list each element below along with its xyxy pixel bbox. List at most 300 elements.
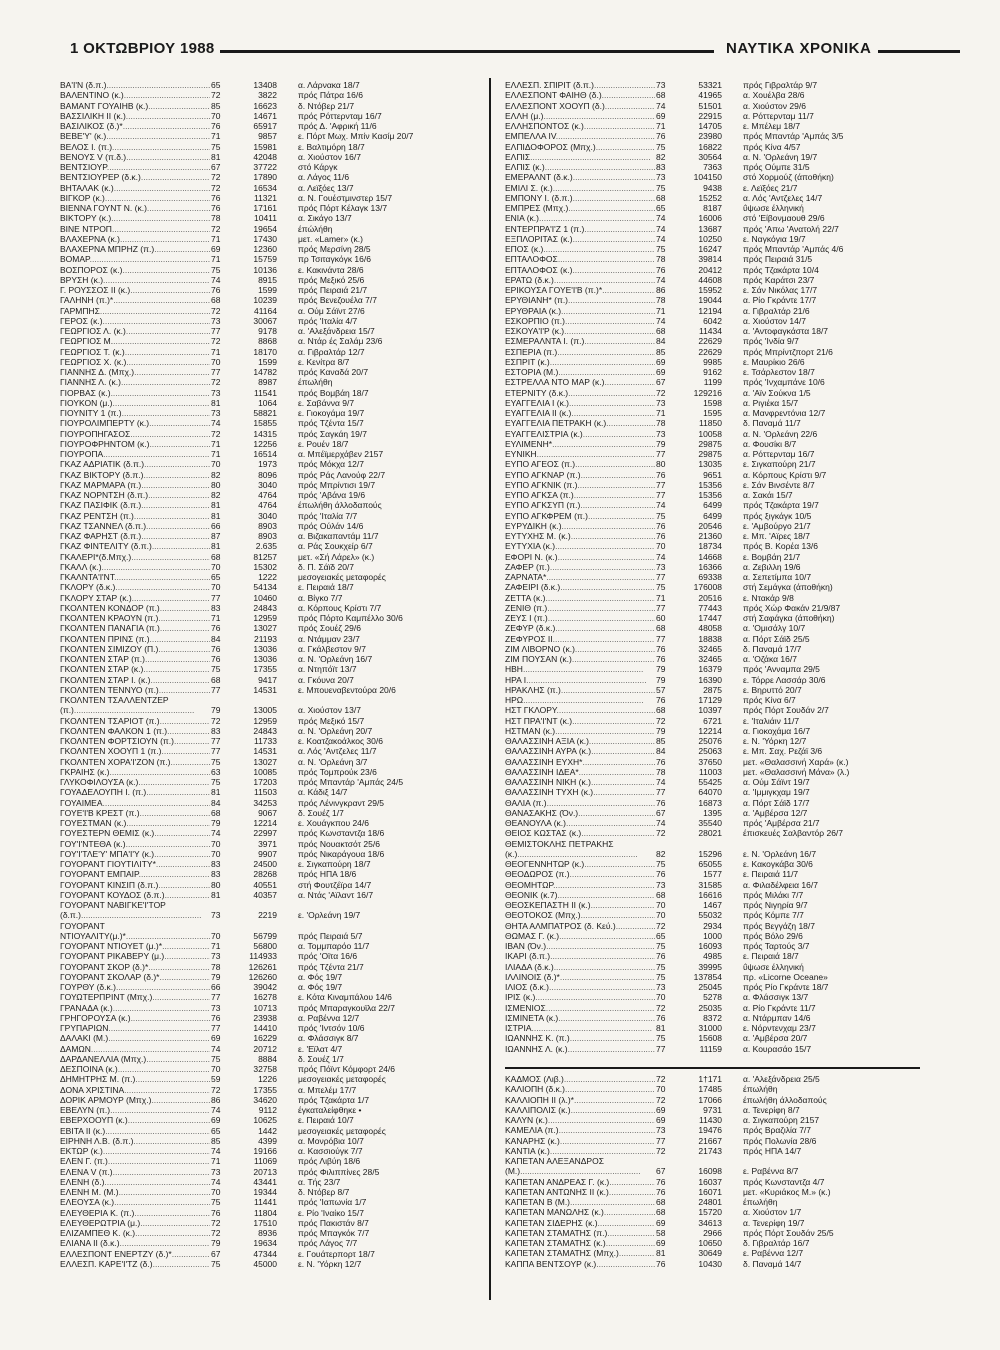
position-report: πρός Ράς Λανούφ 22/7 [298, 469, 386, 480]
build-year: 73 [211, 910, 221, 921]
build-year: 75 [656, 1033, 666, 1044]
build-year: 65 [211, 80, 221, 90]
ship-name: ΕΣΠΡΙΤ (κ.) ..... [505, 357, 655, 367]
ship-row [60, 1208, 475, 1218]
position-report: πρός Πακιστάν 8/7 [298, 1217, 369, 1228]
ship-name: ΘΑΛΑΣΣΙΝΗ ΙΔΕΑ* ..... [505, 767, 655, 777]
ship-row [60, 1228, 475, 1238]
build-year: 76 [656, 869, 666, 880]
tonnage: 176008 [693, 582, 722, 593]
ship-row [505, 982, 920, 992]
ship-row [60, 880, 475, 890]
tonnage: 10411 [253, 213, 277, 224]
position-report: ε. Μπουεναβεντούρα 20/6 [298, 684, 396, 695]
tonnage: 13035 [698, 459, 722, 470]
ship-row [505, 162, 920, 172]
position-report: μετ. «Lamer» (κ.) [298, 233, 363, 244]
build-year: 68 [211, 807, 221, 818]
position-report: α. Ούμ Σάϊντ 19/7 [743, 777, 810, 787]
ship-row [60, 869, 475, 879]
position-report: δ. Π. Σάϊδ 20/7 [298, 561, 355, 572]
ship-name: ΕΛΠΙΣ ..... [505, 152, 655, 162]
ship-name: ΗΣΤ ΓΚΛΟΡΥ ..... [505, 705, 655, 715]
build-year: 77 [211, 367, 221, 377]
ship-name: ΕΛΙΑΝΑ II (δ.κ.) ..... [60, 1238, 210, 1248]
ship-row [505, 1095, 920, 1105]
build-year: 57 [656, 684, 666, 695]
ship-name: ΕΝΤΕΡΠΡΑ'Ι'Ζ 1 (π.) ..... [505, 224, 655, 234]
ship-row [60, 757, 475, 767]
ship-name: ΓΟΥΟΡΑΝΤ ΝΤΙΟΥΕΤ (μ.)* ..... [60, 941, 210, 951]
ship-name: ΘΗΤΑ ΑΛΜΠΑΤΡΟΣ (δ. Κεύ.) ..... [505, 921, 655, 931]
ship-name: ΓΚΟΛΝΤΕΝ ΚΡΑΟΥΝ (π.) ..... [60, 613, 210, 623]
build-year: 76 [211, 1207, 221, 1218]
position-report: α. Γιβραλτάρ 21/6 [743, 305, 810, 316]
build-year: 72 [211, 172, 221, 183]
ship-row [60, 634, 475, 644]
ship-row [505, 101, 920, 111]
build-year: 68 [211, 674, 221, 685]
position-report: α. Χουέλβα 28/6 [743, 90, 805, 101]
position-report: α. Τομμπαρόο 11/7 [298, 941, 370, 951]
ship-name: ΙΣΜΕΝΙΟΣ ..... [505, 1003, 655, 1013]
build-year: 76 [656, 756, 666, 767]
build-year: 75 [656, 510, 666, 521]
build-year: 65 [211, 572, 221, 582]
tonnage: 8903 [258, 531, 277, 541]
ship-row [60, 1238, 475, 1248]
ship-name: ΒΟΣΠΟΡΟΣ (κ.) ..... [60, 265, 210, 275]
build-year: 77 [211, 736, 221, 746]
ship-row [505, 1166, 920, 1176]
tonnage: 12214 [253, 818, 277, 828]
position-report: πρός Πειραιά 5/7 [298, 930, 363, 941]
position-report: ε. Πειραιά 11/7 [743, 869, 799, 880]
build-year: 70 [656, 910, 666, 921]
ship-row [60, 1074, 475, 1084]
tonnage: 11159 [699, 1043, 722, 1054]
ship-name: ΓΚΟΛΝΤΕΝ ΣΤΑΡ (π.) ..... [60, 654, 210, 664]
position-report: α. Γιβραλτάρ 12/7 [298, 346, 365, 357]
ship-name: ΓΚΟΛΝΤΕΝ ΣΤΑΡ (κ.) ..... [60, 664, 210, 674]
ship-row [60, 777, 475, 787]
ship-name: ΓΟΥΟΡΑΝΤ ΚΟΥΔΟΣ (δ.π.) ..... [60, 890, 210, 900]
tonnage: 24843 [253, 725, 277, 736]
build-year: 75 [656, 961, 666, 972]
position-report: α. 'Ομισάλγ 10/7 [743, 623, 806, 634]
tonnage: 15356 [698, 479, 722, 490]
ship-row [60, 193, 475, 203]
position-report: πρός Τζακάρτα 10/4 [743, 264, 819, 275]
ship-row [60, 234, 475, 244]
build-year: 69 [656, 356, 666, 367]
tonnage: 32465 [698, 654, 722, 664]
position-report: πρός 'Ινχαμπάνε 10/6 [743, 377, 825, 388]
build-year: 74 [211, 1146, 221, 1156]
issue-date: 1 ΟΚΤΩΒΡΙΟΥ 1988 [70, 40, 215, 57]
build-year: 82 [656, 151, 666, 162]
ship-row [505, 347, 920, 357]
ship-name: ΓΙΟΥΡΟΛΙΜΠΕΡΤΥ (κ.) ..... [60, 418, 210, 428]
ship-row [505, 593, 920, 603]
tonnage: 41965 [698, 90, 722, 101]
tonnage: 16822 [698, 141, 722, 152]
position-report: α. Μονρόβια 10/7 [298, 1135, 364, 1146]
ship-row [60, 1023, 475, 1033]
ship-row [505, 367, 920, 377]
ship-row [505, 1136, 920, 1146]
position-report: α. 'Αμβέρσα 12/7 [743, 807, 808, 818]
ship-name: ΕΛΠΙΣ (κ.) ..... [505, 162, 655, 172]
position-report: α. Ντάρμπαν 14/6 [743, 1012, 811, 1023]
ship-row [505, 1033, 920, 1043]
position-report: στή Σαφάγκα (άποθήκη) [743, 613, 835, 623]
build-year: 76 [656, 469, 666, 480]
ship-name: ΕΥΠΟ ΑΓΚΣΑ (π.) ..... [505, 490, 655, 500]
build-year: 72 [211, 182, 221, 193]
position-report: πρός Σουέζ 29/6 [298, 623, 361, 634]
build-year: 74 [211, 1105, 221, 1115]
tonnage: 15952 [698, 285, 722, 295]
tonnage: 2934 [703, 920, 722, 931]
ship-name: ΒΕΝΤΣΙΟΥΡ ..... [60, 162, 210, 172]
ship-row [60, 654, 475, 664]
ship-row [505, 1003, 920, 1013]
build-year: 75 [211, 264, 221, 275]
position-report: πρός ξιγκάγκ 10/5 [743, 510, 812, 521]
ship-name: ΘΑΛΑΣΣΙΝΗ ΕΥΧΗ* ..... [505, 757, 655, 767]
build-year: 69 [211, 244, 221, 254]
position-report: α. Ν. 'Ορλεάνη 20/7 [298, 725, 373, 736]
tonnage: 20712 [253, 1043, 277, 1054]
tonnage: 15608 [698, 1033, 722, 1044]
ship-name: ΓΚΑΖ ΦΙΝΤΕΛΙΤΥ (δ.π.) ..... [60, 541, 210, 551]
tonnage: 15302 [253, 561, 277, 572]
build-year: 76 [211, 285, 221, 295]
ship-name: ΒΑΛΕΝΤΙΝΟ (κ.) ..... [60, 90, 210, 100]
build-year: 76 [656, 531, 666, 541]
position-report: ε. Μπ. 'Αϊρες 18/7 [743, 531, 810, 541]
ship-name: ΙΩΑΝΝΗΣ Κ. (π.) ..... [505, 1033, 655, 1043]
ship-row [505, 613, 920, 623]
ship-row [60, 890, 475, 900]
ship-row [505, 408, 920, 418]
tonnage: 11733 [253, 736, 277, 746]
ship-row [60, 1095, 475, 1105]
build-year: 72 [211, 223, 221, 234]
build-year: 69 [656, 1115, 666, 1125]
position-report: α. Φλάσσιγκ 13/7 [743, 992, 809, 1003]
build-year: 75 [656, 859, 666, 869]
build-year: 71 [211, 1156, 221, 1167]
ship-row [505, 1218, 920, 1228]
tonnage: 9112 [258, 1105, 277, 1115]
tonnage: 3822 [258, 90, 277, 101]
ship-row [505, 1105, 920, 1115]
position-report: α. Λάγος 11/6 [298, 172, 350, 183]
build-year: 76 [656, 131, 666, 142]
ship-row [505, 470, 920, 480]
ship-name: ΓΕΩΡΓΙΟΣ Τ. (κ.) ..... [60, 347, 210, 357]
ship-row [60, 531, 475, 541]
position-report: α. 'Αλεξάνδρεια 15/7 [298, 326, 375, 336]
position-report: πρός Κωνσταντζα 4/7 [743, 1176, 825, 1187]
tonnage: 1598 [703, 397, 722, 408]
ship-name: ΔΗΜΗΤΡΗΣ Μ. (π.) ..... [60, 1074, 210, 1084]
ship-row [505, 111, 920, 121]
tonnage: 16278 [253, 992, 277, 1003]
position-report: πρός Βεγγάζη 18/7 [743, 920, 815, 931]
ship-name: ΓΚΡΑΙΗΣ (κ.) ..... [60, 767, 210, 777]
build-year: 81 [211, 787, 221, 798]
tonnage: 64070 [698, 787, 722, 798]
ship-row [505, 388, 920, 398]
tonnage: 56799 [253, 930, 277, 941]
tonnage: 77443 [698, 602, 722, 613]
position-report: πρός Πόρτ Κέλαγκ 13/7 [298, 203, 388, 213]
ship-name: ΓΕΩΡΓΙΟΣ Μ. ..... [60, 336, 210, 346]
ship-row [60, 931, 475, 941]
ship-name: ΓΚΟΛΝΤΕΝ ΠΡΙΝΣ (π.) ..... [60, 634, 210, 644]
ship-row [505, 316, 920, 326]
ship-row [60, 613, 475, 623]
build-year: 82 [656, 848, 666, 859]
ship-name: ΕΝΙΑ (κ.) ..... [505, 213, 655, 223]
position-report: ε. 'Εϊλατ 4/7 [298, 1043, 343, 1054]
build-year: 68 [656, 90, 666, 101]
ship-row [60, 203, 475, 213]
tonnage: 16006 [698, 213, 722, 224]
build-year: 79 [211, 971, 221, 982]
build-year: 73 [656, 428, 666, 439]
ship-row [60, 500, 475, 510]
tonnage: 17203 [253, 777, 277, 787]
build-year: 79 [656, 438, 666, 449]
ship-row [505, 664, 920, 674]
ship-name: ΕΛΕΝ Γ. (π.) ..... [60, 1156, 210, 1166]
build-year: 73 [656, 397, 666, 408]
tonnage: 129216 [693, 387, 722, 398]
ship-row [60, 982, 475, 992]
ship-row [60, 224, 475, 234]
tonnage: 29875 [698, 438, 722, 449]
ship-name: ΒΛΑΧΕΡΝΑ ΜΠΡΗΖ (π.) ..... [60, 244, 210, 254]
ship-row [60, 244, 475, 254]
ship-row [60, 1126, 475, 1136]
build-year: 66 [211, 982, 221, 992]
position-report: α. Ρόττερνταμ 11/7 [743, 110, 814, 121]
position-report: α. Λός 'Αντζελες 11/7 [298, 746, 377, 757]
ship-name: ΘΕΜΙΣΤΟΚΛΗΣ ΠΕΤΡΑΚΗΣ [505, 838, 614, 849]
tonnage: 16098 [698, 1166, 722, 1177]
position-report: ε. Κακινάντα 28/6 [298, 264, 364, 275]
ship-name: ΕΛΛΕΣΠΟΝΤ ΧΟΟΥΠ (δ.) ..... [505, 101, 655, 111]
ship-name: ΕΣΠΕΡΙΑ (π.) ..... [505, 347, 655, 357]
build-year: 79 [656, 664, 666, 675]
tonnage: 22629 [698, 346, 722, 357]
ship-name: ΓΟΥ'Ι'ΝΤΕΘΑ (κ.) ..... [60, 839, 210, 849]
tonnage: 11804 [253, 1207, 277, 1218]
position-report: α. Φουσίκι 8/7 [743, 438, 797, 449]
position-report: πρός Τζέντα 21/7 [298, 961, 364, 972]
ship-name: ΓΟΥΑΔΕΛΟΥΠΗ Ι. (π.) ..... [60, 787, 210, 797]
tonnage: 34613 [698, 1217, 722, 1228]
position-report: στό Κάργκ [298, 162, 338, 172]
ship-name: ΓΟΥΟΡΑΝΤ ΓΙΟΥΤΙΛΙΤΥ* ..... [60, 859, 210, 869]
position-report: α. Σεπετίμπα 10/7 [743, 572, 812, 582]
build-year: 71 [211, 254, 221, 265]
ship-list-e-i [505, 80, 920, 1054]
tonnage: 17510 [253, 1217, 277, 1228]
build-year: 70 [211, 110, 221, 121]
tonnage: 1199 [703, 377, 722, 388]
build-year: 82 [211, 469, 221, 480]
position-report: α. Λεϊξόες 13/7 [298, 182, 354, 193]
tonnage: 21360 [698, 531, 722, 541]
position-report: α. Μανφρεντόνια 12/7 [743, 408, 826, 418]
tonnage: 1000 [703, 930, 722, 941]
build-year: 73 [211, 1002, 221, 1013]
ship-row [60, 295, 475, 305]
ship-row [505, 644, 920, 654]
ship-row [60, 275, 475, 285]
position-report: ε. Πόρτ Μωχ. Μπίν Κασίμ 20/7 [298, 131, 414, 142]
build-year: 68 [656, 192, 666, 203]
ship-row [505, 183, 920, 193]
tonnage: 13687 [698, 223, 722, 234]
ship-row [505, 254, 920, 264]
ship-row [60, 1003, 475, 1013]
ship-row [505, 234, 920, 244]
ship-name: ΙΚΑΡΙ (δ.π.) ..... [505, 951, 655, 961]
ship-row [60, 521, 475, 531]
tonnage: 58821 [253, 408, 277, 418]
ship-row [60, 644, 475, 654]
section-separator [505, 1067, 920, 1069]
build-year: 73 [656, 172, 666, 183]
ship-row [505, 726, 920, 736]
position-report: ε. Ρουέν 18/7 [298, 438, 349, 449]
tonnage: 4764 [258, 490, 277, 500]
ship-row [505, 80, 920, 90]
tonnage: 16247 [698, 244, 722, 254]
position-report: πρός Πολωνία 28/6 [743, 1135, 817, 1146]
ship-row [505, 941, 920, 951]
build-year: 75 [656, 141, 666, 152]
ship-name: ΙΛΛΙΝΟΙΣ (δ.)* ..... [505, 972, 655, 982]
position-report: πρός ΗΠΑ 18/6 [298, 869, 357, 880]
build-year: 72 [211, 1217, 221, 1228]
page-header [70, 38, 960, 68]
ship-name: ΕΛΕΟΥΣΑ (κ.) ..... [60, 1197, 210, 1207]
build-year: 68 [656, 705, 666, 716]
ship-name: ΕΥΠΟ ΑΓΚΣΥΠ (π.) ..... [505, 500, 655, 510]
position-report: πρός Β. Κορέα 13/6 [743, 541, 819, 552]
position-report: έπωλήθη [298, 377, 333, 388]
build-year: 77 [211, 1023, 221, 1033]
ship-row [505, 224, 920, 234]
position-report: πρός Ούμπε 31/5 [743, 162, 810, 172]
ship-row [505, 1074, 920, 1084]
position-report: έπωλήθη άλλοδαπούς [743, 1094, 827, 1105]
header-rule [220, 50, 714, 53]
position-report: πρός Πειραιά 31/5 [743, 254, 813, 265]
tonnage: 7363 [703, 162, 722, 172]
tonnage: 9067 [258, 807, 277, 818]
build-year: 85 [211, 1135, 221, 1146]
ship-row [60, 921, 475, 931]
ship-name: ΓΚΑΖ ΡΕΝΤΣΗ (π.) ..... [60, 511, 210, 521]
position-report: δ. Σουέζ 1/7 [298, 1053, 344, 1064]
ship-row [505, 418, 920, 428]
ship-row [60, 1054, 475, 1064]
tonnage: 41164 [253, 305, 277, 316]
ship-name: ΓΚΑΛΝΤΑ'Ι'ΝΤ ..... [60, 572, 210, 582]
position-report: ε. Σιγκαπούρη 18/7 [298, 859, 371, 869]
build-year: 74 [211, 274, 221, 285]
ship-name: ΝΤΙΟΥΑΛΙΤΥ(μ.)* ..... [60, 931, 210, 941]
tonnage: 11003 [698, 766, 722, 777]
position-report: α. Κόρπους Κρίστι 9/7 [743, 469, 827, 480]
build-year: 74 [656, 274, 666, 285]
ship-row [505, 685, 920, 695]
position-report: πρός Πόρτ Σουδάν 25/5 [743, 1227, 834, 1238]
position-report: πρός Μόκχα 12/7 [298, 459, 364, 470]
tonnage: 10713 [253, 1002, 277, 1013]
build-year: 81 [211, 510, 221, 521]
ship-name: ΓΡΑΝΑΔΑ (κ.) ..... [60, 1003, 210, 1013]
ship-row [60, 408, 475, 418]
position-report: α. 'Οζάκα 16/7 [743, 654, 797, 664]
ship-name: ΕΥΑΓΓΕΛΙΑ ΠΕΤΡΑΚΗ (κ.) ..... [505, 418, 655, 428]
build-year: 74 [656, 315, 666, 326]
build-year: 72 [656, 920, 666, 931]
tonnage: 11850 [698, 418, 722, 429]
build-year: 77 [656, 572, 666, 582]
build-year: 70 [211, 848, 221, 859]
build-year: 72 [656, 1094, 666, 1105]
build-year: 69 [656, 367, 666, 377]
tonnage: 40551 [253, 879, 277, 890]
ship-name: ΓΚΟΛΝΤΕΝ ΤΕΝΝΥΟ (π.) ..... [60, 685, 210, 695]
ship-row [505, 849, 920, 859]
ship-row [505, 1248, 920, 1258]
ship-row [60, 767, 475, 777]
ship-name: ΓΙΑΝΝΗΣ Δ. (Μπχ.) ..... [60, 367, 210, 377]
build-year: 63 [211, 766, 221, 777]
tonnage: 29875 [698, 449, 722, 459]
position-report: έπωλήθη [743, 1197, 778, 1207]
ship-row [60, 1167, 475, 1177]
ship-row [60, 316, 475, 326]
tonnage: 32758 [253, 1064, 277, 1074]
ship-name: ΚΑΔΜΟΣ (Λιβ.) ..... [505, 1074, 655, 1084]
tonnage: 16534 [253, 182, 277, 193]
ship-name: ΓΚΟΛΝΤΕΝ ΦΑΛΚΟΝ 1 (π.) ..... [60, 726, 210, 736]
ship-name: ΒΙΕΝΝΑ ΓΟΥΝΤ Ν. (κ.) ..... [60, 203, 210, 213]
ship-name: ΕΥΑΓΓΕΛΙΑ Ι (κ.) ..... [505, 398, 655, 408]
build-year: 72 [211, 90, 221, 101]
ship-name: ΕΥΡΥΔΙΚΗ (κ.) ..... [505, 521, 655, 531]
ship-row [60, 726, 475, 736]
tonnage: 12959 [253, 715, 277, 726]
build-year: 68 [656, 1207, 666, 1218]
ship-name: ΕΥΤΥΧΗΣ Μ. (κ.) ..... [505, 531, 655, 541]
ship-name: ΓΚΑΛΕΡΙ*(δ.Μπχ.) ..... [60, 552, 210, 562]
tonnage: 8868 [258, 336, 277, 347]
ship-row [505, 1084, 920, 1094]
ship-name: ΙΣΜΙΝΕΤΑ (κ.) ..... [505, 1013, 655, 1023]
